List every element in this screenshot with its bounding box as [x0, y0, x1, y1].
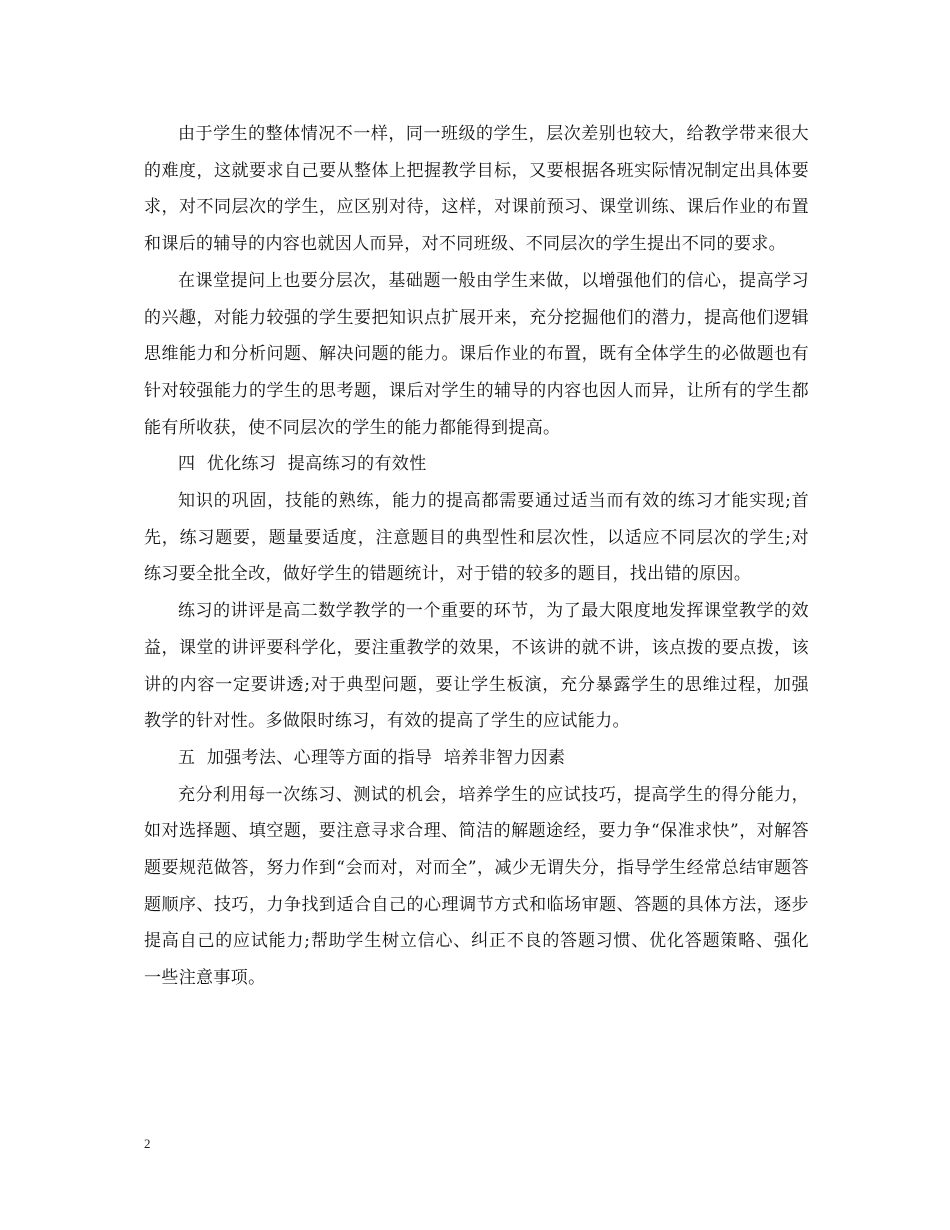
page-number: 2 [144, 1136, 151, 1151]
paragraph-exam-skills: 充分利用每一次练习、测试的机会，培养学生的应试技巧，提高学生的得分能力，如对选择题、填空题，要注意寻求合理、简洁的解题途经，要力争“保准求快”，对解答题要规范做答，努力作到“会而对，对而全”，减少无谓失分，指导学生经常总结审题答题顺序、技巧，力争找到适合自己的心理调节方式和临场审题、答题的具体方法，逐步提高自己的应试能力;帮助学生树立信心、纠正不良的答题习惯、优化答题策略、强化一些注意事项。 [144, 784, 809, 989]
paragraph-practice-consolidation: 知识的巩固，技能的熟练，能力的提高都需要通过适当而有效的练习才能实现;首先，练习题要，题量要适度，注意题目的典型性和层次性，以适应不同层次的学生;对练习要全批全改，做好学生的错题统计，对于错的较多的题目，找出错的原因。 [144, 491, 809, 585]
document-body [144, 116, 809, 997]
section-heading-optimize-practice: 四 优化练习 提高练习的有效性 [178, 454, 427, 475]
paragraph-differentiated-requirements: 由于学生的整体情况不一样，同一班级的学生，层次差别也较大，给教学带来很大的难度，这就要求自己要从整体上把握教学目标，又要根据各班实际情况制定出具体要求，对不同层次的学生，应区别对待，这样，对课前预习、课堂训练、课后作业的布置和课后的辅导的内容也就因人而异，对不同班级、不同层次的学生提出不同的要求。 [144, 124, 809, 255]
paragraph-practice-review: 练习的讲评是高二数学教学的一个重要的环节，为了最大限度地发挥课堂教学的效益，课堂的讲评要科学化，要注重教学的效果，不该讲的就不讲，该点拨的要点拨，该讲的内容一定要讲透;对于典型问题，要让学生板演，充分暴露学生的思维过程，加强教学的针对性。多做限时练习，有效的提高了学生的应试能力。 [144, 601, 809, 732]
paragraph-layered-questioning: 在课堂提问上也要分层次，基础题一般由学生来做，以增强他们的信心，提高学习的兴趣，对能力较强的学生要把知识点扩展开来，充分挖掘他们的潜力，提高他们逻辑思维能力和分析问题、解决问题的能力。课后作业的布置，既有全体学生的必做题也有针对较强能力的学生的思考题，课后对学生的辅导的内容也因人而异，让所有的学生都能有所收获，使不同层次的学生的能力都能得到提高。 [144, 270, 809, 438]
section-heading-exam-guidance: 五 加强考法、心理等方面的指导 培养非智力因素 [178, 747, 566, 768]
